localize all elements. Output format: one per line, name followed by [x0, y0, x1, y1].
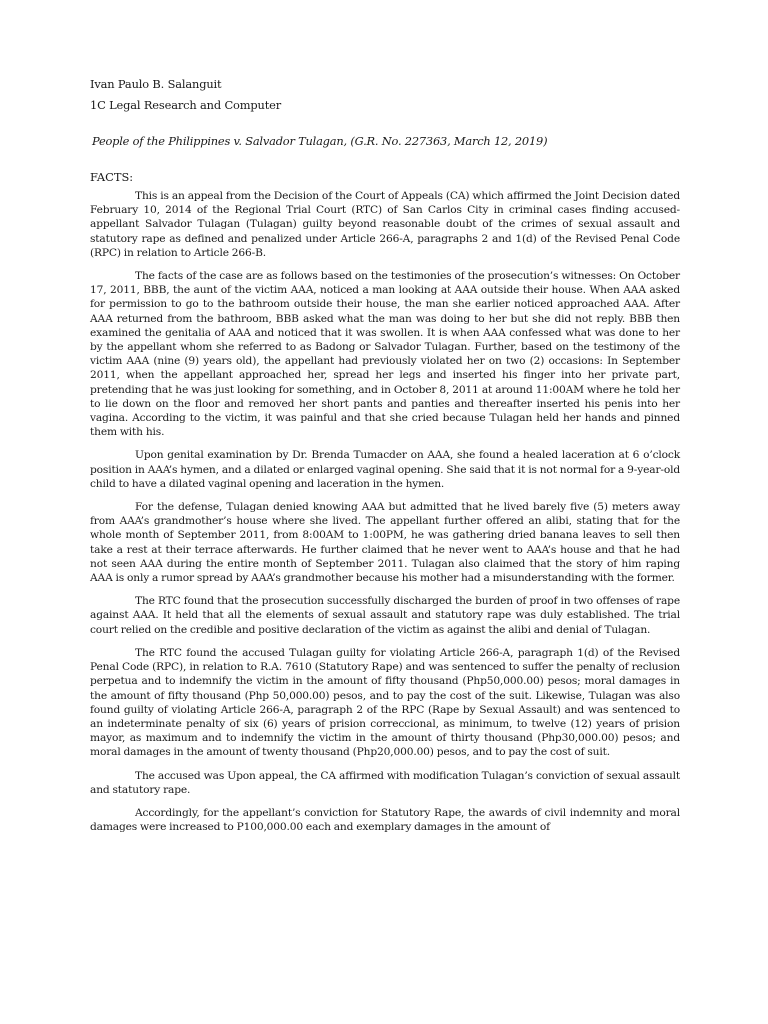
section-heading-facts: FACTS: — [90, 170, 134, 184]
paragraph: Accordingly, for the appellant’s conviction for Statutory Rape, the awards of civil indemnity and moral damages were increased to P100,000.00 each and exemplary damages in the amount of — [90, 805, 680, 834]
case-title: People of the Philippines v. Salvador Tulagan, (G.R. No. 227363, March 12, 2019) — [92, 134, 548, 148]
author-name: Ivan Paulo B. Salanguit — [90, 77, 222, 91]
paragraph: The accused was Upon appeal, the CA affirmed with modification Tulagan’s conviction of sexual assault and statutory rape. — [90, 768, 680, 796]
paragraph: This is an appeal from the Decision of the Court of Appeals (CA) which affirmed the Joint Decision dated February 10, 2014 of the Regional Trial Court (RTC) of San Carlos City in criminal cases finding accused-appellant Salvador Tulagan (Tulagan) guilty beyond reasonable doubt of the crimes of sexual assault and statutory rape as defined and penalized under Article 266-A, paragraphs 2 and 1(d) of the Revised Penal Code (RPC) in relation to Article 266-B. — [90, 189, 680, 259]
course-name: 1C Legal Research and Computer — [90, 98, 282, 112]
paragraph: The RTC found the accused Tulagan guilty for violating Article 266-A, paragraph 1(d) of the Revised Penal Code (RPC), in relation to R.A. 7610 (Statutory Rape) and was sentenced to suffer the penalty of reclusion perpetua and to indemnify the victim in the amount of fifty thousand (Php50,000.00) pesos; moral damages in the amount of fifty thousand (Php 50,000.00) pesos, and to pay the cost of the suit. Likewise, Tulagan was also found guilty of violating Article 266-A, paragraph 2 of the RPC (Rape by Sexual Assault) and was sentenced to an indeterminate penalty of six (6) years of prision correccional, as minimum, to twelve (12) years of prision mayor, as maximum and to indemnify the victim in the amount of thirty thousand (Php30,000.00) pesos; and moral damages in the amount of twenty thousand (Php20,000.00) pesos, and to pay the cost of suit. — [90, 645, 680, 759]
paragraph: The RTC found that the prosecution successfully discharged the burden of proof in two offenses of rape against AAA. It held that all the elements of sexual assault and statutory rape was duly established. The trial court relied on the credible and positive declaration of the victim as against the alibi and denial of Tulagan. — [90, 594, 680, 636]
paragraph: The facts of the case are as follows based on the testimonies of the prosecution’s witnesses: On October 17, 2011, BBB, the aunt of the victim AAA, noticed a man looking at AAA outside their house. When AAA asked for permission to go to the bathroom outside their house, the man she earlier noticed approached AAA. After AAA returned from the bathroom, BBB asked what the man was doing to her but she did not reply. BBB then examined the genitalia of AAA and noticed that it was swollen. It is when AAA confessed what was done to her by the appellant whom she referred to as Badong or Salvador Tulagan. Further, based on the testimony of the victim AAA (nine (9) years old), the appellant had previously violated her on two (2) occasions: In September 2011, when the appellant approached her, spread her legs and inserted his finger into her private part, pretending that he was just looking for something, and in October 8, 2011 at around 11:00AM where he told her to lie down on the floor and removed her short pants and panties and thereafter inserted his penis into her vagina. According to the victim, it was painful and that she cried because Tulagan held her hands and pinned them with his. — [90, 269, 680, 439]
paragraph: Upon genital examination by Dr. Brenda Tumacder on AAA, she found a healed laceration at 6 o’clock position in AAA’s hymen, and a dilated or enlarged vaginal opening. She said that it is not normal for a 9-year-old child to have a dilated vaginal opening and laceration in the hymen. — [90, 448, 680, 490]
paragraph: For the defense, Tulagan denied knowing AAA but admitted that he lived barely five (5) meters away from AAA’s grandmother’s house where she lived. The appellant further offered an alibi, stating that for the whole month of September 2011, from 8:00AM to 1:00PM, he was gathering dried banana leaves to sell then take a rest at their terrace afterwards. He further claimed that he never went to AAA’s house and that he had not seen AAA during the entire month of September 2011. Tulagan also claimed that the story of him raping AAA is only a rumor spread by AAA’s grandmother because his mother had a misunderstanding with the former. — [90, 500, 680, 585]
